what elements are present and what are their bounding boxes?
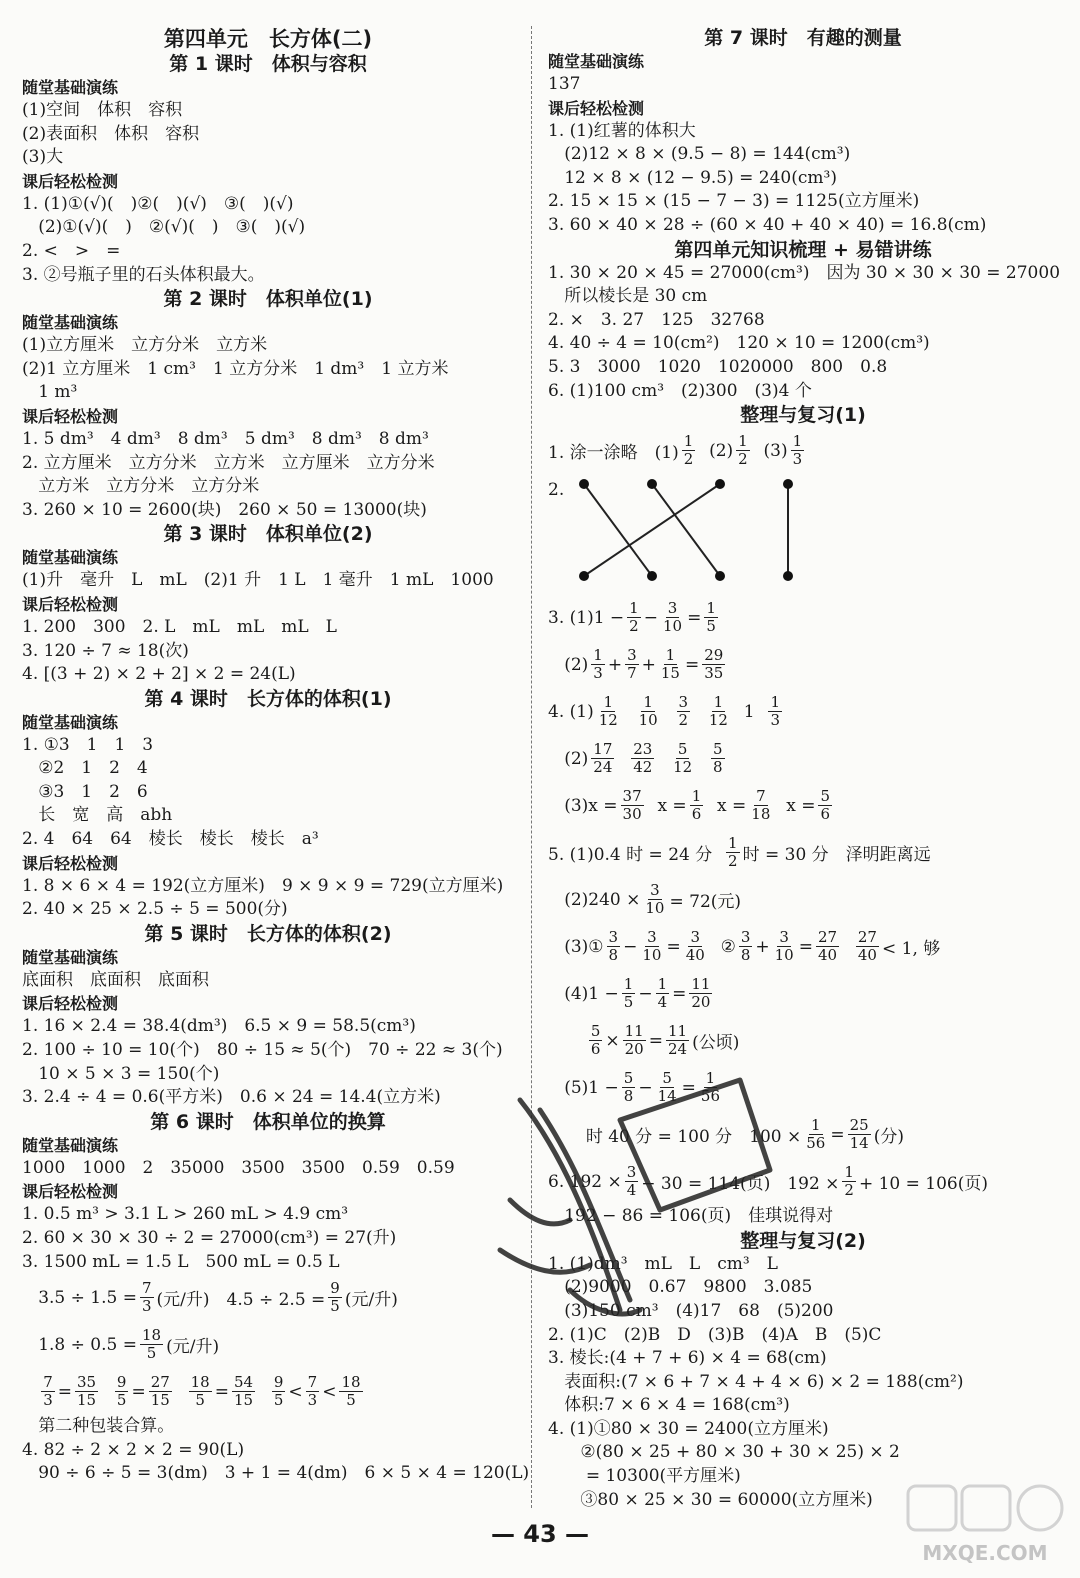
answer-line: 3. 1500 mL = 1.5 L 500 mL = 0.5 L (22, 1251, 340, 1272)
answer-line: 2. 4 64 64 棱长 棱长 棱长 a³ (22, 829, 319, 850)
answer-line: 3. 120 ÷ 7 ≈ 18(次) (22, 640, 189, 661)
answer-line: ②2 1 2 4 (22, 758, 148, 779)
lesson-title: 第 6 课时 体积单位的换算 (150, 1110, 386, 1133)
dot (783, 571, 793, 581)
answer-line: 立方米 立方分米 立方分米 (22, 476, 260, 497)
answer-line: 2. 60 × 30 × 30 ÷ 2 = 27000(cm³) = 27(升) (22, 1228, 397, 1248)
section-label: 课后轻松检测 (22, 994, 119, 1014)
svg-text:MXQE.COM: MXQE.COM (922, 1541, 1048, 1565)
matching-diagram: 2. (548, 474, 1058, 594)
answer-line: 3. ②号瓶子里的石头体积最大。 (22, 264, 265, 285)
section-label: 课后轻松检测 (22, 171, 119, 191)
review-title: 整理与复习(2) (740, 1229, 866, 1252)
fraction-line: (2) $\frac{1}{3}$ + $\frac{3}{7}$ + $\frac{1}{15}$ = $\frac{29}{35}$ (548, 646, 724, 683)
fraction-line: (4)1 − $\frac{1}{5}$ − $\frac{1}{4}$ = $\frac{11}{20}$ (548, 975, 711, 1012)
answer-line: (2)表面积 体积 容积 (22, 123, 200, 144)
section-label: 随堂基础演练 (22, 548, 119, 568)
fraction: $\frac{9}{5}$ (273, 1373, 284, 1410)
section-label: 随堂基础演练 (22, 947, 119, 967)
fraction: $\frac{18}{5}$ (141, 1326, 162, 1363)
review-title: 整理与复习(1) (740, 404, 866, 427)
dot (647, 479, 657, 489)
fraction-line: 时 40 分 = 100 分 100 × $\frac{1}{56}$ = $\frac{25}{14}$ (分) (548, 1116, 904, 1153)
answer-line: ③80 × 25 × 30 = 60000(立方厘米) (548, 1489, 873, 1510)
fraction-line: 3. (1)1 − $\frac{1}{2}$ − $\frac{3}{10}$ = $\frac{1}{5}$ (548, 599, 716, 636)
fraction-line: (5)1 − $\frac{5}{8}$ − $\frac{5}{14}$ = $\frac{1}{56}$ (548, 1069, 720, 1106)
answer-line: 2. × 3. 27 125 32768 (548, 309, 765, 330)
answer-line: 4. 40 ÷ 4 = 10(cm²) 120 × 10 = 1200(cm³) (548, 333, 930, 354)
answer-line: 2. 15 × 15 × (15 − 7 − 3) = 1125(立方厘米) (548, 191, 920, 212)
answer-line: 1. 5 dm³ 4 dm³ 8 dm³ 5 dm³ 8 dm³ 8 dm³ (22, 428, 429, 449)
fraction-line: 5. (1)0.4 时 = 24 分 $\frac{1}{2}$ 时 = 30 分 泽明距离远 (548, 834, 931, 871)
answer-line: 4. 82 ÷ 2 × 2 × 2 = 90(L) (22, 1439, 245, 1460)
answer-line: ②(80 × 25 + 80 × 30 + 30 × 25) × 2 (548, 1442, 900, 1463)
answer-line: 3. 260 × 10 = 2600(块) 260 × 50 = 13000(块) (22, 499, 427, 520)
fraction-line: (2) $\frac{17}{24}$ $\frac{23}{42}$ $\frac{5}{12}$ $\frac{5}{8}$ (548, 740, 723, 777)
answer-line: (3)150 cm³ (4)17 68 (5)200 (548, 1300, 834, 1321)
section-label: 课后轻松检测 (22, 406, 119, 426)
section-label: 随堂基础演练 (22, 712, 119, 732)
fraction-line: 6. 192 × $\frac{3}{4}$ − 30 = 114(页) 192 × $\frac{1}{2}$ + 10 = 106(页) (548, 1163, 989, 1200)
unit-title: 第四单元 长方体(二) (163, 27, 373, 51)
review-title: 第四单元知识梳理 + 易错讲练 (674, 238, 932, 261)
lesson-title: 第 2 课时 体积单位(1) (163, 288, 373, 311)
answer-line: 3. 2.4 ÷ 4 = 0.6(平方米) 0.6 × 24 = 14.4(立方米) (22, 1087, 441, 1108)
fraction-line: 1. 涂一涂略 (1) $\frac{1}{2}$ (2) $\frac{1}{2}$ (3) $\frac{1}{3}$ (548, 432, 803, 469)
fraction: $\frac{18}{5}$ (341, 1373, 361, 1410)
answer-line: 2. 100 ÷ 10 = 10(个) 80 ÷ 15 ≈ 5(个) 70 ÷ 22 ≈ 3(个) (22, 1040, 503, 1061)
fraction: $\frac{9}{5}$ (116, 1373, 127, 1410)
fraction-line: $\frac{7}{3}$ = $\frac{35}{15}$ $\frac{9}{5}$ = $\frac{27}{15}$ $\frac{18}{5}$ = $\frac{54}{15}$ $\frac{9}{5}$ < $\frac{7}{3}$ < $\frac{18}{5}$ (43, 1373, 361, 1410)
answer-line: 1. 16 × 2.4 = 38.4(dm³) 6.5 × 9 = 58.5(cm³) (22, 1016, 416, 1037)
section-label: 课后轻松检测 (22, 1182, 119, 1202)
answer-line: 1000 1000 2 35000 3500 3500 0.59 0.59 (22, 1157, 455, 1178)
lesson-title: 第 5 课时 长方体的体积(2) (144, 922, 392, 945)
fraction-line: 4. (1) $\frac{1}{12}$ $\frac{1}{10}$ $\frac{3}{2}$ $\frac{1}{12}$ 1 $\frac{1}{3}$ (548, 693, 780, 730)
page-number: — 43 — (490, 1520, 590, 1548)
answer-line: 1. ①3 1 1 3 (22, 734, 154, 755)
section-label: 随堂基础演练 (22, 313, 119, 333)
answer-line: 6. (1)100 cm³ (2)300 (3)4 个 (548, 380, 812, 401)
fraction: $\frac{35}{15}$ (77, 1373, 97, 1410)
answer-line: 3. 60 × 40 × 28 ÷ (60 × 40 + 40 × 40) = 16.8(cm) (548, 214, 987, 235)
dot (647, 571, 657, 581)
fraction: $\frac{1}{2}$ (738, 432, 748, 469)
fraction: $\frac{54}{15}$ (233, 1373, 254, 1410)
answer-line: 12 × 8 × (12 − 9.5) = 240(cm³) (548, 167, 837, 188)
fraction-line: (3)x = $\frac{37}{30}$ x = $\frac{1}{6}$ x = $\frac{7}{18}$ x = $\frac{5}{6}$ (548, 787, 830, 824)
answer-line: 1. (1)①(√)( )②( )(√) ③( )(√) (22, 193, 294, 214)
answer-line: 5. 3 3000 1020 1020000 800 0.8 (548, 356, 888, 377)
answer-line: 1. 200 300 2. L mL mL mL L (22, 616, 337, 637)
answer-line: 所以棱长是 30 cm (548, 286, 708, 307)
answer-line: = 10300(平方厘米) (548, 1466, 741, 1487)
answer-line: (1)立方厘米 立方分米 立方米 (22, 335, 268, 356)
answer-line: (2)①(√)( ) ②(√)( ) ③( )(√) (22, 217, 306, 238)
dot (579, 571, 589, 581)
answer-line: (2)9000 0.67 9800 3.085 (548, 1277, 813, 1298)
answer-line: 第二种包装合算。 (22, 1416, 175, 1437)
answer-line: (1)升 毫升 L mL (2)1 升 1 L 1 毫升 1 mL 1000 (22, 570, 494, 591)
answer-line: 1. 30 × 20 × 45 = 27000(cm³) 因为 30 × 30 × 30 = 27000 (548, 262, 1061, 283)
fraction: $\frac{7}{3}$ (141, 1279, 152, 1316)
answer-line: 2. 40 × 25 × 2.5 ÷ 5 = 500(分) (22, 899, 288, 920)
answer-line: 137 (548, 74, 581, 94)
fraction-line: 3.5 ÷ 1.5 = $\frac{7}{3}$ (元/升) 4.5 ÷ 2.5 = $\frac{9}{5}$ (元/升) (22, 1279, 398, 1316)
fraction: $\frac{1}{2}$ (683, 432, 694, 469)
section-label: 课后轻松检测 (548, 98, 645, 118)
fraction-line: (2)240 × $\frac{3}{10}$ = 72(元) (548, 881, 742, 918)
answer-line: 4. [(3 + 2) × 2 + 2] × 2 = 24(L) (22, 664, 296, 685)
fraction: $\frac{9}{5}$ (330, 1279, 340, 1316)
dot (783, 479, 793, 489)
answer-line: (3)大 (22, 147, 64, 168)
answer-line: 1 m³ (22, 382, 78, 403)
fraction: $\frac{7}{3}$ (43, 1373, 53, 1410)
answer-line: 体积:7 × 6 × 4 = 168(cm³) (548, 1395, 790, 1416)
fraction-line: $\frac{5}{6}$ × $\frac{11}{20}$ = $\frac{11}{24}$ (公顷) (590, 1022, 740, 1059)
answer-line: ③3 1 2 6 (22, 781, 148, 802)
answer-line: (2)1 立方厘米 1 cm³ 1 立方分米 1 dm³ 1 立方米 (22, 358, 449, 379)
answer-line: 1. 8 × 6 × 4 = 192(立方厘米) 9 × 9 × 9 = 729(立方厘米) (22, 875, 504, 896)
section-label: 课后轻松检测 (22, 853, 119, 873)
answer-line: 2. < > = (22, 240, 121, 261)
answer-line: 2. 立方厘米 立方分米 立方米 立方厘米 立方分米 (22, 452, 435, 473)
answer-line: 表面积:(7 × 6 + 7 × 4 + 4 × 6) × 2 = 188(cm²) (548, 1371, 964, 1392)
answer-line: 192 − 86 = 106(页) 佳琪说得对 (548, 1206, 834, 1227)
fraction: $\frac{18}{5}$ (190, 1373, 210, 1410)
fraction-line: 1.8 ÷ 0.5 = $\frac{18}{5}$ (元/升) (22, 1326, 220, 1363)
section-label: 随堂基础演练 (548, 52, 645, 71)
section-label: 随堂基础演练 (22, 1135, 119, 1155)
answer-line: 4. (1)①80 × 30 = 2400(立方厘米) (548, 1418, 829, 1439)
answer-line: (2)12 × 8 × (9.5 − 8) = 144(cm³) (548, 144, 851, 165)
lesson-title: 第 1 课时 体积与容积 (169, 53, 367, 75)
section-label: 随堂基础演练 (22, 78, 119, 97)
answer-line: 1. 0.5 m³ > 3.1 L > 260 mL > 4.9 cm³ (22, 1204, 349, 1225)
lesson-title: 第 7 课时 有趣的测量 (704, 27, 902, 49)
dot (715, 479, 725, 489)
pen-scribble-icon (470, 1060, 800, 1340)
answer-line: 底面积 底面积 底面积 (22, 969, 209, 990)
fraction-line: (3)① $\frac{3}{8}$ − $\frac{3}{10}$ = $\frac{3}{40}$ ② $\frac{3}{8}$ + $\frac{3}{10}$ = $\frac{27}{40}$ $\frac{27}{40}$ < 1, 够 (548, 928, 941, 965)
lesson-title: 第 4 课时 长方体的体积(1) (144, 687, 392, 710)
fraction: $\frac{1}{3}$ (792, 432, 803, 469)
answer-line: 1. (1)dm³ mL L cm³ L (548, 1253, 778, 1274)
fraction: $\frac{27}{15}$ (150, 1373, 170, 1410)
lesson-title: 第 3 课时 体积单位(2) (163, 523, 373, 546)
section-label: 课后轻松检测 (22, 594, 119, 614)
answer-line: 90 ÷ 6 ÷ 5 = 3(dm) 3 + 1 = 4(dm) 6 × 5 × 4 = 120(L) (22, 1463, 530, 1484)
answer-line: 3. 棱长:(4 + 7 + 6) × 4 = 68(cm) (548, 1348, 827, 1369)
answer-line: 10 × 5 × 3 = 150(个) (22, 1063, 220, 1084)
line-matching-svg (548, 474, 848, 594)
fraction: $\frac{7}{3}$ (307, 1373, 318, 1410)
answer-line: 长 宽 高 abh (22, 805, 173, 826)
dot (715, 571, 725, 581)
answer-line: 1. (1)红薯的体积大 (548, 120, 696, 141)
dot (579, 479, 589, 489)
left-column (22, 26, 530, 1486)
answer-line: (1)空间 体积 容积 (22, 100, 183, 120)
answer-line: 2. (1)C (2)B D (3)B (4)A B (5)C (548, 1324, 882, 1345)
